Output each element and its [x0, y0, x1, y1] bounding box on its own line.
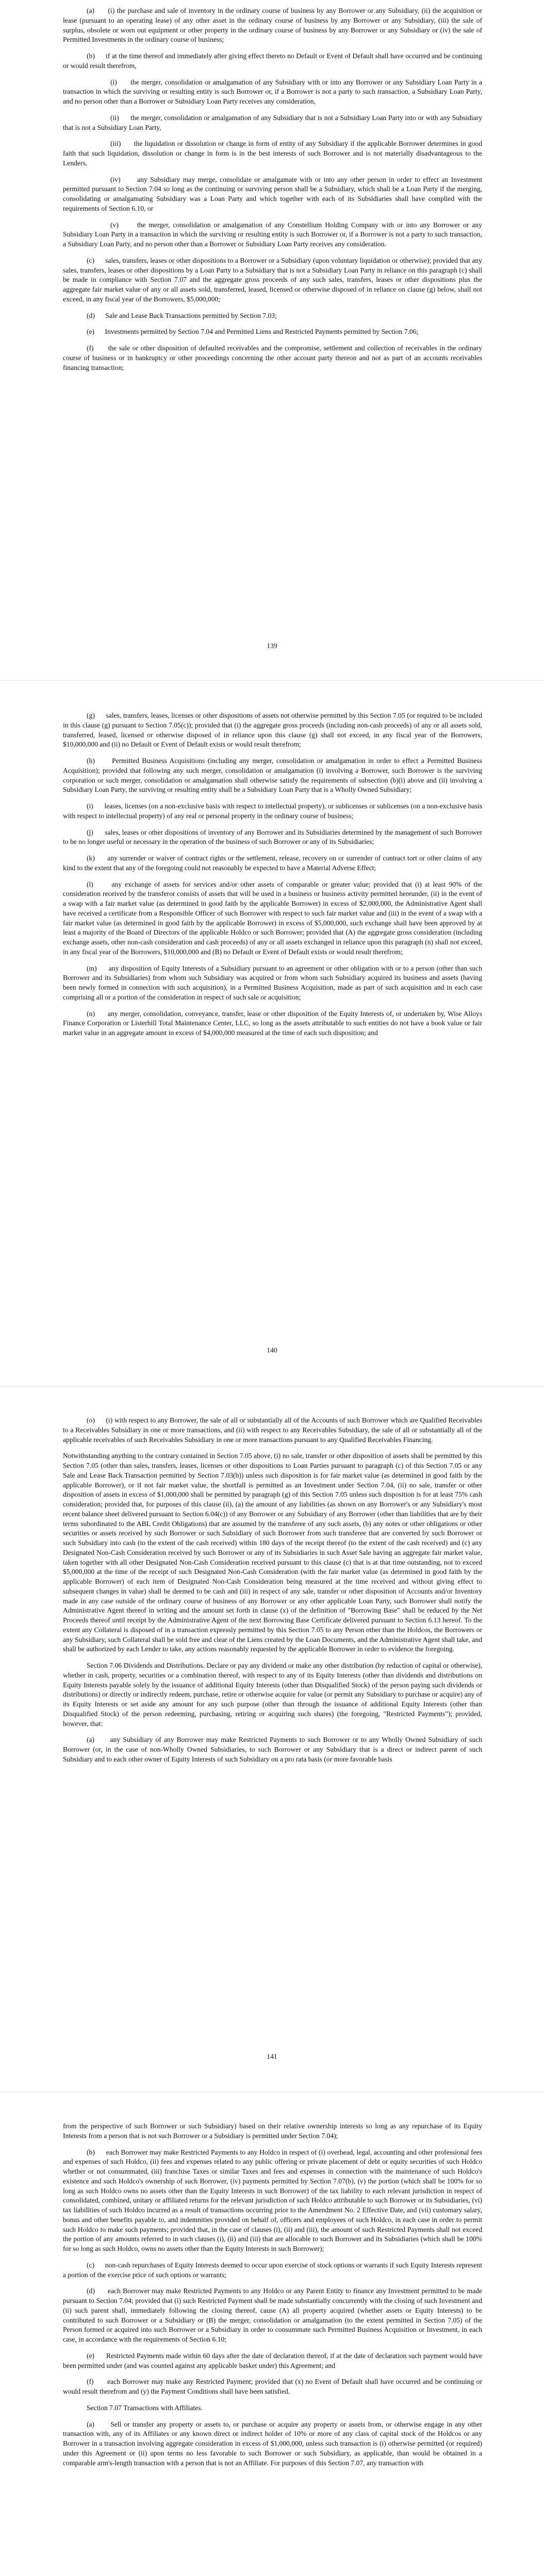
- paragraph: (d) each Borrower may make Restricted Payments to any Holdco or any Parent Entity to finance any Investment permitted to be made pursuant to Section 7.04; provided that (i) such Restricted Payment shall be made substantially concurrently with the closing of such Investment and (ii) such parent shall, immediately following the closing thereof, cause (A) all property acquired (whether assets or Equity Interests) to be contributed to such Borrower or a Subsidiary or (B) the merger, consolidation or amalgamation (to the extent permitted in Section 7.05) of the Person formed or acquired into such Borrower or a Subsidiary in order to consummate such Permitted Business Acquisition or Investment, in each case, in accordance with the requirements of Section 6.10;: [63, 2287, 482, 2343]
- paragraph: (k) any surrender or waiver of contract rights or the settlement, release, recovery on or surrender of contract tort or other claims of any kind to the extent that any of the foregoing could not reasonably be expected to have a Material Adverse Effect;: [63, 854, 482, 872]
- page-number: 139: [267, 642, 277, 650]
- paragraph: (f) each Borrower may make any Restricted Payment; provided that (x) no Event of Default shall have occurred and be continuing or would result therefrom and (y) the Payment Conditions shall have been satisfied.: [63, 2378, 482, 2395]
- paragraph: (h) Permitted Business Acquisitions (including any merger, consolidation or amalgamation in order to effect a Permitted Business Acquisition); provided that following any such merger, consolidation or amalgamation (i) involving a Borrower, such Borrower is the surviving corporation or such merger, consolidation or amalgamation shall otherwise satisfy the requirements of subsection (b)(i) above and (ii) involving a Subsidiary Loan Party, the surviving or resulting entity shall be a Subsidiary Loan Party that is a Wholly Owned Subsidiary;: [63, 757, 482, 794]
- paragraph: (j) sales, leases or other dispositions of inventory of any Borrower and its Subsidiaries determined by the management of such Borrower to be no longer useful or necessary in the operation of the business of such Borrower or any of its Subsidiaries;: [63, 828, 482, 846]
- paragraph: (a) Sell or transfer any property or assets to, or purchase or acquire any property or assets from, or otherwise engage in any other transaction with, any of its Affiliates or any known direct or indirect holder of 10% or more of any class of capital stock of the Holdcos or any Borrower in a transaction involving aggregate consideration in excess of $1,000,000, unless such transaction is (i) otherwise permitted (or required) under this Agreement or (ii) upon terms no less favorable to such Borrower or such Subsidiary, as applicable, than would be obtained in a comparable arm's-length transaction with a person that is not an Affiliate. For purposes of this Section 7.07, any transaction with: [63, 2420, 482, 2467]
- paragraph: (i) the merger, consolidation or amalgamation of any Subsidiary with or into any Borrower or any Subsidiary Loan Party in a transaction in which the surviving or resulting entity is such Borrower or, if a Borrower is not a party to such transaction, a Subsidiary Loan Party, and no person other than a Borrower or Subsidiary Loan Party receives any consideration,: [63, 78, 482, 105]
- section-heading: Section 7.07 Transactions with Affiliates.: [87, 2403, 203, 2412]
- paragraph: (f) the sale or other disposition of defaulted receivables and the compromise, settlement and collection of receivables in the ordinary course of business or in bankruptcy or other proceedings concerning the other account party thereon and not as part of an accounts receivables financing transaction;: [63, 344, 482, 371]
- paragraph: (o) (i) with respect to any Borrower, the sale of all or substantially all of the Accounts of such Borrower which are Qualified Receivables to a Receivables Subsidiary in one or more transactions, and (ii) with respect to any Receivables Subsidiary, the sale of all or substantially all of the applicable receivables of such Receivables Subsidiary in one or more transactions pursuant to any Qualified Receivables Financing.: [63, 1416, 482, 1444]
- paragraph: (b) each Borrower may make Restricted Payments to any Holdco in respect of (i) overhead, legal, accounting and other professional fees and expenses of such Holdco, (ii) fees and expenses related to any public offering or private placement of debt or equity securities of such Holdco whether or not consummated, (iii) franchise Taxes or similar Taxes and fees and expenses in connection with the maintenance of such Holdco's existence and such Holdco's ownership of such Borrower, (iv) payments permitted by Section 7.07(b), (v) the portion (which shall be 100% for so long as such Holdco owns no assets other than the Equity Interests in such Borrower) of the tax liability to each relevant jurisdiction in respect of consolidated, combined, unitary or affiliated returns for the relevant jurisdiction of such Holdco attributable to such Borrower or its Subsidiaries, (vi) tax liabilities of such Holdco incurred as a result of transactions occurring prior to the Amendment No. 2 Effective Date, and (vii) customary salary, bonus and other benefits payable to, and indemnities provided on behalf of, officers and employees of such Holdco, in each case in order to permit such Holdco to make such payments; provided that, in the case of clauses (i), (ii) and (iii), the amount of such Restricted Payments shall not exceed the portion of any amounts referred to in such clauses (i), (ii) and (iii) that are allocable to such Borrower and its Subsidiaries (which shall be 100% for so long as such Holdco, owns no assets other than the Equity Interests in such Borrower);: [63, 2148, 482, 2252]
- paragraph: (c) sales, transfers, leases or other dispositions to a Borrower or a Subsidiary (upon voluntary liquidation or otherwise); provided that any sales, transfers, leases or other dispositions by a Loan Party to a Subsidiary that is not a Subsidiary Loan Party in reliance on this paragraph (c) shall be made in compliance with Section 7.07 and the aggregate gross proceeds of any such sales, transfers, leases or other dispositions plus the aggregate fair market value of any or all assets sold, transferred, leased, licensed or otherwise disposed of in reliance on clause (g) below, shall not exceed, in any fiscal year of the Borrowers, $5,000,000;: [63, 256, 482, 303]
- paragraph: (g) sales, transfers, leases, licenses or other dispositions of assets not otherwise permitted by this Section 7.05 (or required to be included in this clause (g) pursuant to Section 7.05(c)); provided that (i) the aggregate gross proceeds (including non-cash proceeds) of any or all assets sold, transferred, leased, licensed or otherwise disposed of in reliance upon this clause (g) shall not exceed, in any fiscal year of the Borrowers, $10,000,000 and (ii) no Default or Event of Default exists or would result therefrom;: [63, 711, 482, 749]
- page-number: 140: [267, 1346, 277, 1354]
- page-142: [0, 2122, 544, 2475]
- page-139: [0, 6, 544, 379]
- paragraph: (b) if at the time thereof and immediately after giving effect thereto no Default or Event of Default shall have occurred and be continuing or would result therefrom,: [63, 52, 482, 70]
- page-number: 141: [267, 2053, 277, 2060]
- paragraph: (n) any merger, consolidation, conveyance, transfer, lease or other disposition of the Equity Interests of, or undertaken by, Wise Alloys Finance Corporation or Listerhill Total Maintenance Center, LLC, so long as the assets attributable to such entities do not have a book value or fair market value in an aggregate amount in excess of $4,000,000 measured at the time of each such disposition; and: [63, 1009, 482, 1037]
- paragraph: (iv) any Subsidiary may merge, consolidate or amalgamate with or into any other person in order to effect an Investment permitted pursuant to Section 7.04 so long as the continuing or surviving person shall be a Subsidiary, which shall be a Loan Party if the merging, consolidating or amalgamating Subsidiary was a Loan Party and which together with each of its Subsidiaries shall have complied with the requirements of Section 6.10, or: [63, 175, 482, 212]
- paragraph: from the perspective of such Borrower or such Subsidiary) based on their relative ownership interests so long as any repurchase of its Equity Interests from a person that is not such Borrower or a Subsidiary is permitted under Section 7.04);: [63, 2122, 482, 2140]
- paragraph: (v) the merger, consolidation or amalgamation of any Constellium Holding Company with or into any Borrower or any Subsidiary Loan Party in a transaction in which the surviving or resulting entity is such Borrower or, if a Borrower is not a party to such transaction, a Subsidiary Loan Party, and no person other than a Borrower or Subsidiary Loan Party receives any consideration.: [63, 221, 482, 248]
- paragraph: (c) non-cash repurchases of Equity Interests deemed to occur upon exercise of stock options or warrants if such Equity Interests represent a portion of the exercise price of such options or warrants;: [63, 2261, 482, 2279]
- paragraph: (d) Sale and Lease Back Transactions permitted by Section 7.03;: [87, 311, 277, 319]
- paragraph: (l) any exchange of assets for services and/or other assets of comparable or greater value; provided that (i) at least 90% of the consideration received by the transferor consists of assets that will be used in a business or business activity permitted hereunder, (ii) in the event of a swap with a fair market value (as determined in good faith by the applicable Borrower) in excess of $2,000,000, the Administrative Agent shall have received a certificate from a Responsible Officer of such Borrower with respect to such fair market value and (iii) in the event of a swap with a fair market value (as determined in good faith by the applicable Borrower) in excess of $5,000,000, such exchange shall have been approved by at least a majority of the Board of Directors of the applicable Holdco or such Borrower; provided that (A) the aggregate gross consideration (including exchange assets, other non-cash consideration and cash proceeds) of any or all assets exchanged in reliance upon this paragraph (n) shall not exceed, in any fiscal year of the Borrowers, $10,000,000 and (B) no Default or Event of Default exists or would result therefrom;: [63, 880, 482, 956]
- paragraph: (e) Restricted Payments made within 60 days after the date of declaration thereof, if at the date of declaration such payment would have been permitted under (and was counted against any applicable basket under) this Agreement; and: [63, 2351, 482, 2369]
- page-divider: [0, 680, 544, 681]
- paragraph: Section 7.06 Dividends and Distributions. Declare or pay any dividend or make any other distribution (by reduction of capital or otherwise), whether in cash, property, securities or a combination thereof, with respect to any of its Equity Interests (other than dividends and distributions on Equity Interests payable solely by the issuance of additional Equity Interests (other than Disqualified Stock) of the person paying such dividends or distributions) or directly or indirectly redeem, purchase, retire or otherwise acquire for value (or permit any Subsidiary to purchase or acquire) any of its Equity Interests or set aside any amount for any such purpose (other than through the issuance of additional Equity Interests (other than Disqualified Stock) of the person redeeming, purchasing, retiring or acquiring such shares) (the foregoing, "Restricted Payments"); provided, however, that:: [63, 1662, 482, 1727]
- paragraph: (a) any Subsidiary of any Borrower may make Restricted Payments to such Borrower or to any Wholly Owned Subsidiary of such Borrower (or, in the case of non-Wholly Owned Subsidiaries, to such Borrower or any Subsidiary that is a direct or indirect parent of such Subsidiary and to each other owner of Equity Interests of such Subsidiary on a pro rata basis (or more favorable basis: [63, 1736, 482, 1763]
- paragraph: (m) any disposition of Equity Interests of a Subsidiary pursuant to an agreement or other obligation with or to a person (other than such Borrower and its Subsidiaries) from whom such Subsidiary was acquired or from whom such Subsidiary acquired its business and assets (having been newly formed in connection with such acquisition), in a Permitted Business Acquisition, made as part of such acquisition and in each case comprising all or a portion of the consideration in respect of such sale or acquisition;: [63, 964, 482, 1001]
- paragraph: (i) leases, licenses (on a non-exclusive basis with respect to intellectual property), or sublicenses or sublicenses (on a non-exclusive basis with respect to intellectual property) of any real or personal property in the ordinary course of business;: [63, 802, 482, 820]
- page-140: [0, 711, 544, 1045]
- page-141: [0, 1416, 544, 1771]
- paragraph: (a) (i) the purchase and sale of inventory in the ordinary course of business by any Borrower or any Subsidiary, (ii) the acquisition or lease (pursuant to an operating lease) of any other asset in the ordinary course of business by any Borrower or any Subsidiary, (iii) the sale of surplus, obsolete or worn out equipment or other property in the ordinary course of business by any Borrower or any Subsidiary or (iv) the sale of Permitted Investments in the ordinary course of business;: [63, 7, 482, 44]
- paragraph: (iii) the liquidation or dissolution or change in form of entity of any Subsidiary if the applicable Borrower determines in good faith that such liquidation, dissolution or change in form is in the best interests of such Borrower and is not materially disadvantageous to the Lenders,: [63, 140, 482, 167]
- paragraph: (e) Investments permitted by Section 7.04 and Permitted Liens and Restricted Payments permitted by Section 7.06;: [87, 328, 419, 336]
- paragraph: (ii) the merger, consolidation or amalgamation of any Subsidiary that is not a Subsidiary Loan Party into or with any Subsidiary that is not a Subsidiary Loan Party,: [63, 113, 482, 131]
- paragraph: Notwithstanding anything to the contrary contained in Section 7.05 above, (i) no sale, transfer or other disposition of assets shall be permitted by this Section 7.05 (other than sales, transfers, leases, licenses or other dispositions to Loan Parties pursuant to paragraph (c) of this Section 7.05 or any Sale and Lease Back Transaction permitted by Section 7.03(b)) unless such disposition is for fair market value (as determined in good faith by the applicable Borrower), or if not fair market value, the shortfall is permitted as an Investment under Section 7.04, (ii) no sale, transfer or other disposition of assets in excess of $1,000,000 shall be permitted by paragraph (g) of this Section 7.05 unless such disposition is for at least 75% cash consideration; provided that, for purposes of this clause (ii), (a) the amount of any liabilities (as shown on any Borrower's or any Subsidiary's most recent balance sheet delivered pursuant to Section 6.04(c)) of any Borrower or any Subsidiary of any Borrower (other than liabilities that are by their terms subordinated to the ABL Credit Obligations) that are assumed by the transferee of any such assets, (b) any notes or other obligations or other securities or assets received by such Borrower or such Subsidiary of such Borrower from such transferee that are converted by such Borrower or such Subsidiary into cash (to the extent of the cash received) within 180 days of the receipt thereof (to the extent of the cash received) and (c) any Designated Non-Cash Consideration received by such Borrower or any of its Subsidiaries in such Asset Sale having an aggregate fair market value, taken together with all other Designated Non-Cash Consideration received pursuant to this clause (c) that is at that time outstanding, not to exceed $5,000,000 at the time of the receipt of such Designated Non-Cash Consideration (with the fair market value (as determined in good faith by the applicable Borrower) of each item of Designated Non-Cash Consideration being measured at the time received and without giving effect to subsequent changes in value) shall be deemed to be cash and (iii) in respect of any sale, transfer or other disposition of Accounts and/or Inventory made in any case outside of the ordinary course of business of any Borrower or any other applicable Loan Party, such Borrower shall notify the Administrative Agent thereof in writing and the amount set forth in clause (x) of the definition of "Borrowing Base" shall be reduced by the Net Proceeds thereof until receipt by the Administrative Agent of the next Borrowing Base Certificate delivered pursuant to Section 6.13 hereof. To the extent any Collateral is disposed of in a transaction expressly permitted by this Section 7.05 to any Person other than the Holdcos, the Borrowers or any Subsidiary, such Collateral shall be sold free and clear of the Liens created by the Loan Documents, and the Administrative Agent shall take, and shall be authorized by each Lender to take, any actions reasonably requested by the applicable Borrower in order to evidence the foregoing.: [63, 1452, 482, 1653]
